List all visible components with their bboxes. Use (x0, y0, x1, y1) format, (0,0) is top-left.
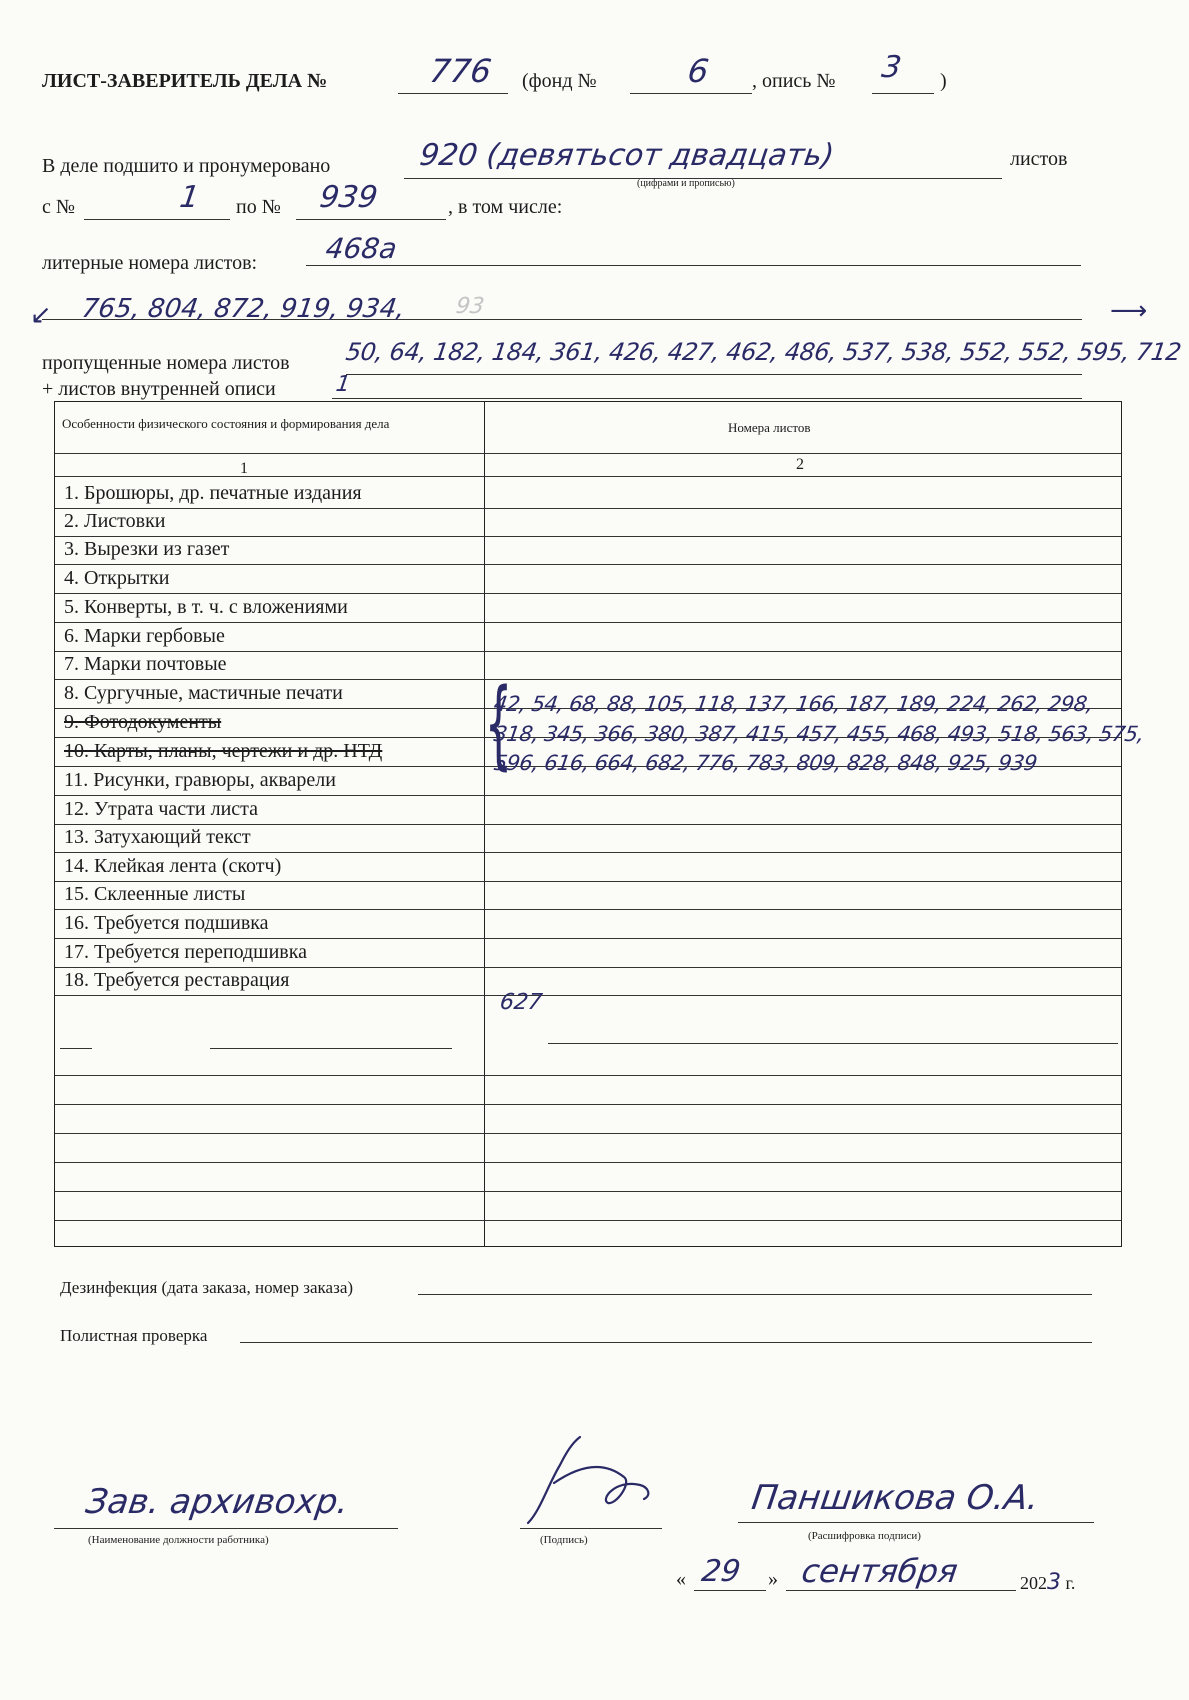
sewn-suffix: листов (1010, 148, 1068, 170)
table-row-label: 17. Требуется переподшивка (64, 941, 308, 963)
dash-mark (548, 1043, 1118, 1044)
date-day-line (694, 1590, 766, 1591)
dash-mark (60, 1048, 92, 1049)
date-quote-open: « (676, 1568, 686, 1590)
table-row-label: 4. Открытки (64, 567, 170, 589)
table-row-label: 7. Марки почтовые (64, 653, 227, 675)
seals-line1: 42, 54, 68, 88, 105, 118, 137, 166, 187, 189, 224, 262, 298, (492, 692, 1095, 716)
table-row-label: 5. Конверты, в т. ч. с вложениями (64, 596, 348, 618)
name-line (738, 1522, 1094, 1523)
faint-note: 93 (454, 294, 486, 319)
letter-numbers-line1 (306, 265, 1081, 266)
signature-line (520, 1528, 662, 1529)
letter-numbers-label: литерные номера листов: (42, 252, 258, 274)
table-row-divider (55, 909, 1121, 910)
range-from-line (84, 219, 230, 220)
fond-label: (фонд № (522, 70, 597, 92)
dash-mark (210, 1048, 452, 1049)
position-value: Зав. архивохр. (83, 1482, 352, 1522)
fond-number-line (630, 93, 752, 94)
sewn-hint: (цифрами и прописью) (637, 178, 735, 189)
table-row-divider (55, 564, 1121, 565)
disinfection-label: Дезинфекция (дата заказа, номер заказа) (60, 1278, 354, 1297)
header-close-paren: ) (940, 70, 947, 92)
table-row-divider (55, 508, 1121, 509)
date-month-value: сентября (799, 1552, 961, 1590)
empty-row-divider (55, 1075, 1121, 1076)
date-year-prefix: 202 (1020, 1573, 1047, 1593)
letter-numbers-value1: 468а (323, 232, 399, 265)
doc-title: ЛИСТ-ЗАВЕРИТЕЛЬ ДЕЛА № (42, 70, 328, 92)
table-row-label: 13. Затухающий текст (64, 826, 251, 848)
range-from-value: 1 (177, 180, 202, 215)
empty-row-divider (55, 1191, 1121, 1192)
sewn-label: В деле подшито и пронумеровано (42, 155, 331, 177)
table-row-divider (55, 651, 1121, 652)
col2-header: Номера листов (728, 420, 811, 435)
table-row-divider (55, 824, 1121, 825)
internal-inventory-line (332, 398, 1082, 399)
name-value: Паншикова О.А. (749, 1478, 1042, 1518)
table-row-divider (55, 536, 1121, 537)
table-row-label: 18. Требуется реставрация (64, 969, 290, 991)
position-line (54, 1528, 398, 1529)
index-divider (55, 476, 1121, 477)
date-month-line (786, 1590, 1016, 1591)
empty-row-divider (55, 1220, 1121, 1221)
table-row-label: 3. Вырезки из газет (64, 538, 230, 560)
table-row-label: 2. Листовки (64, 510, 166, 532)
date-year (1020, 1570, 1075, 1595)
table-row-divider (55, 795, 1121, 796)
range-tail: , в том числе: (448, 196, 563, 218)
signature-caption: (Подпись) (540, 1534, 588, 1546)
missed-line (346, 374, 1082, 375)
table-row-divider (55, 967, 1121, 968)
opis-number-line (872, 93, 934, 94)
date-day-value: 29 (699, 1554, 743, 1589)
header-divider (55, 453, 1121, 454)
internal-inventory-label: + листов внутренней описи (42, 378, 276, 400)
date-year-suffix: г. (1061, 1573, 1076, 1593)
table-row-label: 6. Марки гербовые (64, 625, 225, 647)
date-year-digit: 3 (1047, 1570, 1061, 1595)
table-row-label: 1. Брошюры, др. печатные издания (64, 482, 362, 504)
check-label: Полистная проверка (60, 1326, 208, 1345)
opis-number-value: 3 (879, 50, 904, 85)
table-row-divider (55, 679, 1121, 680)
arrow-right-icon: ⟶ (1110, 296, 1148, 326)
col1-index: 1 (240, 460, 248, 477)
letter-numbers-value2: 765, 804, 872, 919, 934, (79, 294, 407, 324)
range-to-line (296, 219, 446, 220)
table-row-label: 8. Сургучные, мастичные печати (64, 682, 343, 704)
table-row-label: 16. Требуется подшивка (64, 912, 269, 934)
col1-header: Особенности физического состояния и формирования дела (62, 416, 390, 431)
table-row-label: 9. Фотодокументы (64, 711, 222, 733)
table-row-divider (55, 881, 1121, 882)
signature-scribble (520, 1425, 660, 1535)
check-line (240, 1342, 1092, 1343)
restoration-value: 627 (498, 990, 544, 1015)
disinfection-line (418, 1294, 1092, 1295)
col2-index: 2 (796, 456, 804, 473)
table-row-divider (55, 995, 1121, 996)
case-number-value: 776 (427, 52, 494, 90)
arrow-left-icon: ↙ (30, 300, 52, 330)
table-row-divider (55, 622, 1121, 623)
range-from-label: с № (42, 196, 75, 218)
case-number-line (398, 93, 508, 94)
missed-value: 50, 64, 182, 184, 361, 426, 427, 462, 486, 537, 538, 552, 552, 595, 712 (344, 338, 1183, 366)
table-row-label: 11. Рисунки, гравюры, акварели (64, 769, 336, 791)
table-row-label: 14. Клейкая лента (скотч) (64, 855, 282, 877)
table-row-divider (55, 852, 1121, 853)
brace-icon: { (484, 668, 513, 780)
sewn-value: 920 (девятьсот двадцать) (417, 138, 837, 173)
name-caption: (Расшифровка подписи) (808, 1530, 921, 1542)
table-row-label: 15. Склеенные листы (64, 883, 246, 905)
table-row-divider (55, 593, 1121, 594)
empty-row-divider (55, 1162, 1121, 1163)
date-quote-close: » (768, 1568, 778, 1590)
internal-inventory-value: 1 (334, 372, 352, 397)
opis-label: , опись № (752, 70, 836, 92)
position-caption: (Наименование должности работника) (88, 1534, 269, 1546)
range-to-value: 939 (317, 180, 380, 215)
range-to-label: по № (236, 196, 281, 218)
empty-row-divider (55, 1133, 1121, 1134)
table-row-label: 12. Утрата части листа (64, 798, 259, 820)
seals-line3: 596, 616, 664, 682, 776, 783, 809, 828, 848, 925, 939 (492, 751, 1039, 775)
table-row-divider (55, 938, 1121, 939)
missed-label: пропущенные номера листов (42, 352, 290, 374)
seals-line2: 318, 345, 366, 380, 387, 415, 457, 455, 468, 493, 518, 563, 575, (492, 722, 1146, 746)
fond-number-value: 6 (685, 52, 712, 90)
empty-row-divider (55, 1104, 1121, 1105)
table-row-label: 10. Карты, планы, чертежи и др. НТД (64, 740, 383, 762)
